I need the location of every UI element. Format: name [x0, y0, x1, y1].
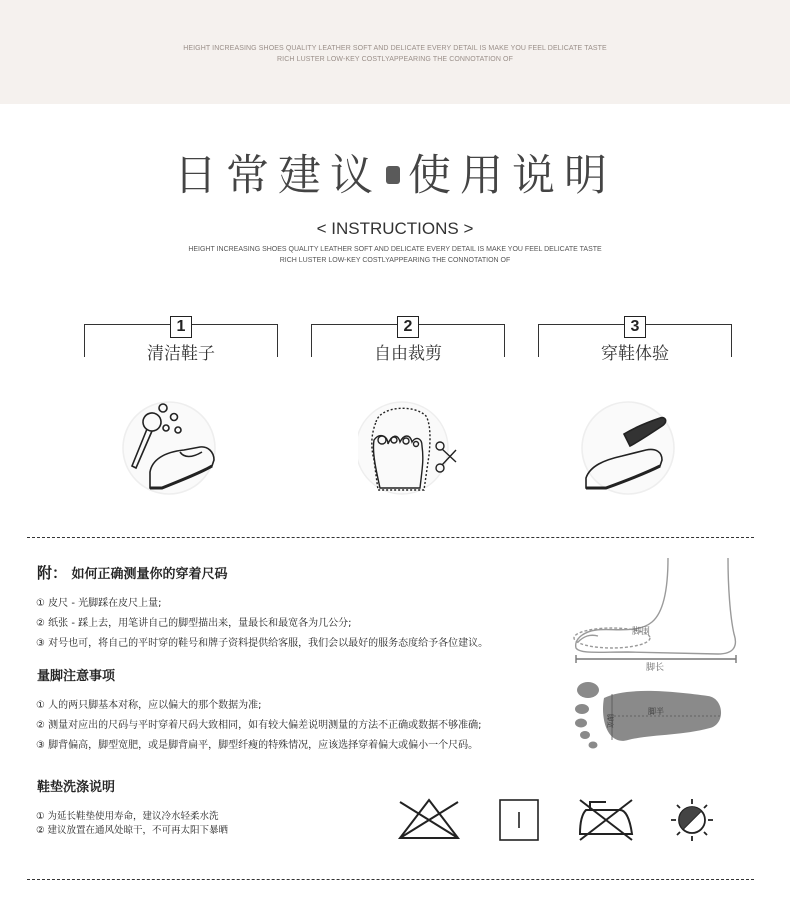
wash-heading: 鞋垫洗涤说明 [37, 780, 116, 795]
footprint-icon [568, 676, 728, 754]
step-label: 自由裁剪 [374, 344, 442, 364]
wash-item: ② 建议放置在通风处晾干，不可再太阳下暴晒 [36, 825, 229, 836]
step-label: 穿鞋体验 [601, 344, 669, 364]
foot-half-label: 脚半 [648, 707, 664, 716]
notes-item: ③ 脚背偏高，脚型宽肥，或是脚背扁平，脚型纤瘦的特殊情况，应该选择穿着偏大或偏小一个尺码。 [36, 740, 479, 751]
step-2 [311, 318, 505, 364]
notes-item: ① 人的两只脚基本对称，应以偏大的那个数据为准; [36, 700, 262, 711]
notes-heading: 量脚注意事项 [37, 669, 116, 684]
title-separator-dot [386, 166, 400, 184]
measure-item: ② 纸张 - 踩上去，用笔讲自己的脚型描出来，量最长和最宽各为几公分; [36, 618, 352, 629]
step-3 [538, 318, 732, 364]
notes-item: ② 测量对应出的尺码与平时穿着尺码大致相同，如有较大偏差说明测量的方法不正确或数据不够准确; [36, 720, 482, 731]
instructions-label: < INSTRUCTIONS > [316, 219, 474, 238]
title-right: 使用说明 [408, 151, 616, 201]
measure-item: ① 皮尺 - 光脚踩在皮尺上量; [36, 598, 162, 609]
banner-tagline-2: RICH LUSTER LOW-KEY COSTLYAPPEARING THE CONNOTATION OF [277, 56, 513, 63]
foot-girth-label: 脚围 [632, 627, 651, 637]
no-sun-dry-icon [668, 796, 716, 844]
measure-title: 如何正确测量你的穿着尺码 [71, 567, 228, 582]
shoe-cleaning-icon [122, 400, 222, 495]
title-left: 日常建议 [174, 151, 382, 201]
wash-item: ① 为延长鞋垫使用寿命，建议冷水轻柔水洗 [36, 811, 219, 822]
foot-width-label: 脚宽 [606, 714, 614, 728]
no-iron-icon [576, 796, 636, 842]
step-1 [84, 318, 278, 364]
foot-side-view-icon [568, 556, 768, 672]
step-number: 2 [397, 316, 419, 338]
sub-tagline-1: HEIGHT INCREASING SHOES QUALITY LEATHER SOFT AND DELICATE EVERY DETAIL IS MAKE YOU FEEL DELICATE TASTE [188, 246, 602, 253]
section-divider [27, 537, 754, 538]
sub-tagline-2: RICH LUSTER LOW-KEY COSTLYAPPEARING THE CONNOTATION OF [279, 257, 511, 264]
measure-prefix: 附： [37, 564, 68, 582]
hang-dry-icon [498, 798, 540, 842]
top-banner [0, 0, 790, 104]
step-number: 3 [624, 316, 646, 338]
measure-item: ③ 对号也可，将自己的平时穿的鞋号和牌子资料提供给客服，我们会以最好的服务态度给予各位建议。 [36, 638, 489, 649]
page-title [0, 142, 790, 203]
banner-tagline-1: HEIGHT INCREASING SHOES QUALITY LEATHER SOFT AND DELICATE EVERY DETAIL IS MAKE YOU FEEL DELICATE TASTE [183, 45, 607, 52]
insole-trim-scissors-icon [358, 400, 468, 495]
shoe-with-insole-icon [576, 400, 676, 495]
step-label: 清洁鞋子 [147, 344, 215, 364]
step-number: 1 [170, 316, 192, 338]
measure-heading [37, 562, 228, 583]
no-bleach-icon [396, 796, 462, 842]
section-divider [27, 879, 754, 880]
foot-length-label: 脚长 [646, 663, 665, 672]
